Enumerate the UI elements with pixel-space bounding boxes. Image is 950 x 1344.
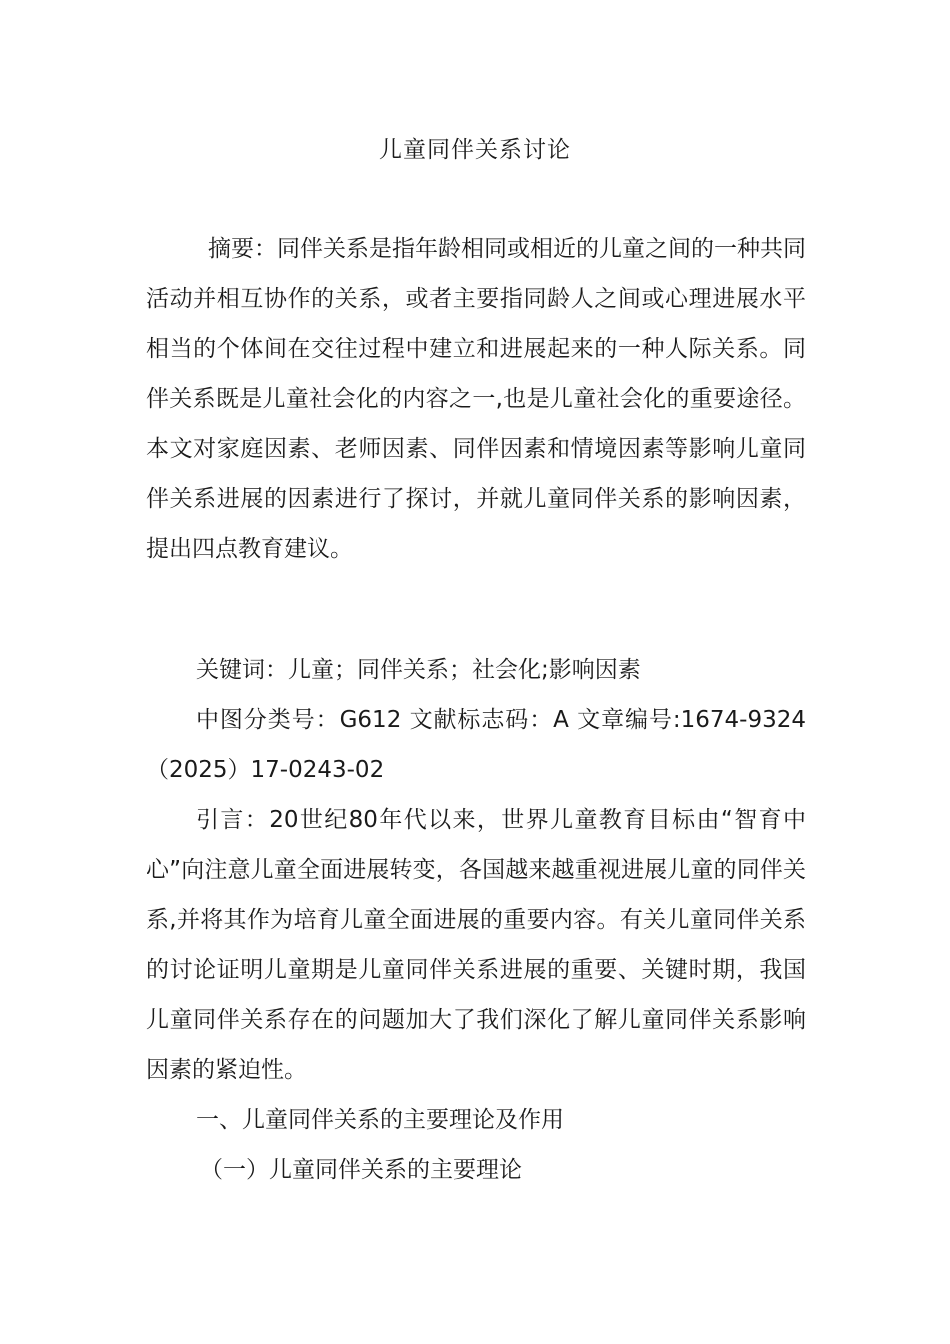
abstract-paragraph: 摘要：同伴关系是指年龄相同或相近的儿童之间的一种共同活动并相互协作的关系，或者主要指同龄人之间或心理进展水平相当的个体间在交往过程中建立和进展起来的一种人际关系。同伴关系既是儿童社会化的内容之一,也是儿童社会化的重要途径。本文对家庭因素、老师因素、同伴因素和情境因素等影响儿童同伴关系进展的因素进行了探讨，并就儿童同伴关系的影响因素，提出四点教育建议。 xyxy=(146,236,806,562)
section-heading-1-1: （一）儿童同伴关系的主要理论 xyxy=(200,1157,522,1183)
keywords-line: 关键词：儿童；同伴关系；社会化;影响因素 xyxy=(196,657,641,683)
introduction-paragraph: 引言：20世纪80年代以来，世界儿童教育目标由“智育中心”向注意儿童全面进展转变，各国越来越重视进展儿童的同伴关系,并将其作为培育儿童全面进展的重要内容。有关儿童同伴关系的讨论证明儿童期是儿童同伴关系进展的重要、关键时期，我国儿童同伴关系存在的问题加大了我们深化了解儿童同伴关系影响因素的紧迫性。 xyxy=(146,807,806,1083)
classification-line: 中图分类号：G612 文献标志码：A 文章编号:1674-9324（2025）17-0243-02 xyxy=(146,707,806,783)
document-title: 儿童同伴关系讨论 xyxy=(379,137,571,163)
section-heading-1: 一、儿童同伴关系的主要理论及作用 xyxy=(196,1107,564,1133)
